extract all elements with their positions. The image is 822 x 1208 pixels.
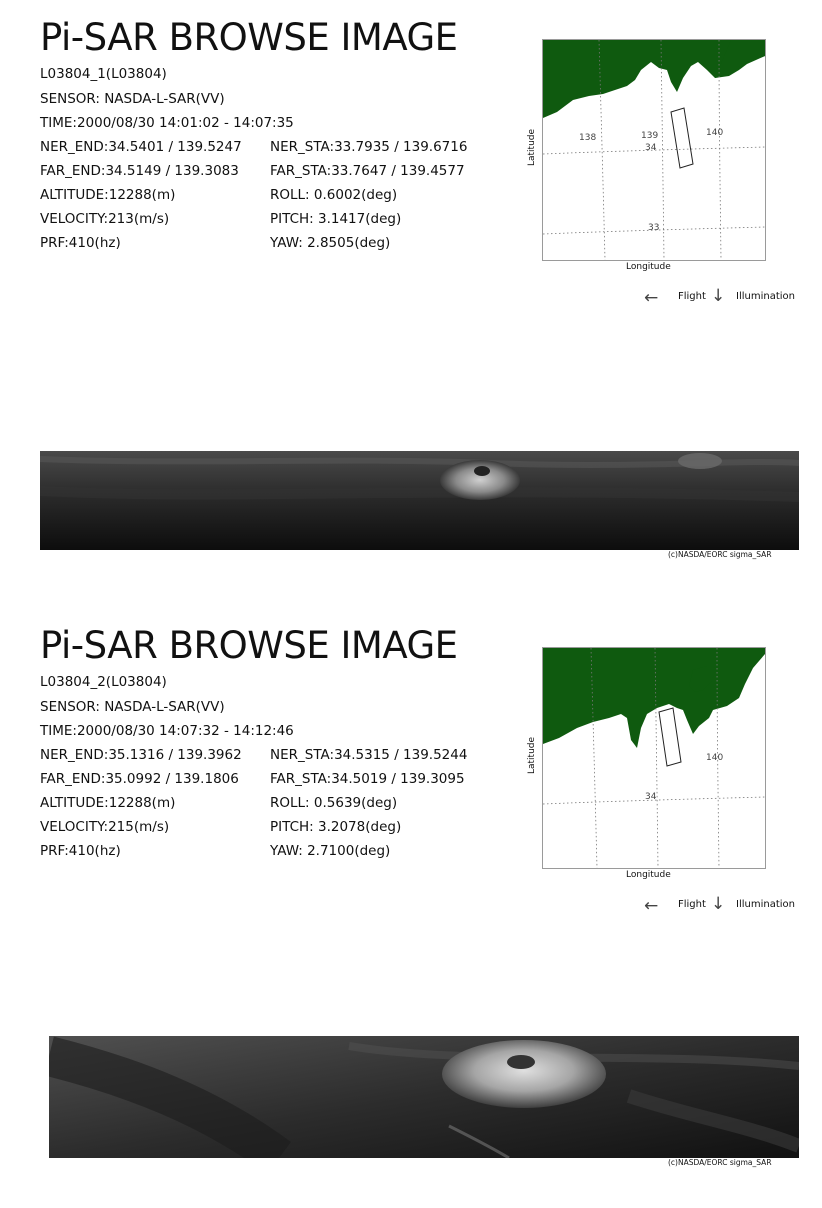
map-label-139: 139 xyxy=(641,131,659,141)
browse-section-2 xyxy=(0,608,822,1208)
sensor-info: SENSOR: NASDA-L-SAR(VV) xyxy=(40,91,225,107)
far-sta: FAR_STA:33.7647 / 139.4577 xyxy=(270,163,465,179)
illumination-arrow-icon: ↓ xyxy=(711,286,726,306)
sar-browse-image xyxy=(40,451,799,550)
ner-sta: NER_STA:34.5315 / 139.5244 xyxy=(270,747,468,763)
altitude: ALTITUDE:12288(m) xyxy=(40,187,176,203)
copyright-credit: (c)NASDA/EORC sigma_SAR xyxy=(668,550,772,559)
illumination-arrow-icon: ↓ xyxy=(711,894,726,914)
map-canvas xyxy=(543,648,765,868)
island-feature xyxy=(442,1040,606,1108)
map-label-34: 34 xyxy=(645,143,657,153)
altitude: ALTITUDE:12288(m) xyxy=(40,795,176,811)
sar-image-canvas xyxy=(49,1036,799,1158)
flight-label: Flight xyxy=(678,291,706,302)
lon-axis-label: Longitude xyxy=(626,870,671,880)
map-canvas xyxy=(543,40,765,260)
pitch: PITCH: 3.1417(deg) xyxy=(270,211,402,227)
lat-axis-label: Latitude xyxy=(527,128,537,166)
page-title: Pi-SAR BROWSE IMAGE xyxy=(40,16,458,59)
illumination-label: Illumination xyxy=(736,291,795,302)
prf: PRF:410(hz) xyxy=(40,235,121,251)
illumination-label: Illumination xyxy=(736,899,795,910)
scene-id: L03804_1(L03804) xyxy=(40,66,167,82)
location-map xyxy=(542,647,766,869)
velocity: VELOCITY:215(m/s) xyxy=(40,819,170,835)
swath-footprint xyxy=(671,108,693,168)
island-feature xyxy=(440,460,520,500)
map-label-140: 140 xyxy=(706,753,724,763)
page-title: Pi-SAR BROWSE IMAGE xyxy=(40,624,458,667)
sensor-info: SENSOR: NASDA-L-SAR(VV) xyxy=(40,699,225,715)
far-end: FAR_END:35.0992 / 139.1806 xyxy=(40,771,239,787)
far-sta: FAR_STA:34.5019 / 139.3095 xyxy=(270,771,465,787)
flight-label: Flight xyxy=(678,899,706,910)
ner-end: NER_END:34.5401 / 139.5247 xyxy=(40,139,242,155)
flight-arrow-icon: ← xyxy=(644,288,659,308)
prf: PRF:410(hz) xyxy=(40,843,121,859)
roll: ROLL: 0.5639(deg) xyxy=(270,795,398,811)
pitch: PITCH: 3.2078(deg) xyxy=(270,819,402,835)
yaw: YAW: 2.7100(deg) xyxy=(270,843,391,859)
time-range: TIME:2000/08/30 14:01:02 - 14:07:35 xyxy=(40,115,294,131)
land-mass xyxy=(543,648,765,748)
sar-image-canvas xyxy=(40,451,799,550)
copyright-credit: (c)NASDA/EORC sigma_SAR xyxy=(668,1158,772,1167)
roll: ROLL: 0.6002(deg) xyxy=(270,187,398,203)
map-label-140: 140 xyxy=(706,128,724,138)
lon-axis-label: Longitude xyxy=(626,262,671,272)
far-end: FAR_END:34.5149 / 139.3083 xyxy=(40,163,239,179)
browse-section-1 xyxy=(0,0,822,600)
map-label-33: 33 xyxy=(648,223,660,233)
map-label-34: 34 xyxy=(645,792,657,802)
swath-footprint xyxy=(659,708,681,766)
map-label-138: 138 xyxy=(579,133,597,143)
scene-id: L03804_2(L03804) xyxy=(40,674,167,690)
ner-sta: NER_STA:33.7935 / 139.6716 xyxy=(270,139,468,155)
yaw: YAW: 2.8505(deg) xyxy=(270,235,391,251)
location-map xyxy=(542,39,766,261)
lat-axis-label: Latitude xyxy=(527,736,537,774)
velocity: VELOCITY:213(m/s) xyxy=(40,211,170,227)
time-range: TIME:2000/08/30 14:07:32 - 14:12:46 xyxy=(40,723,294,739)
ner-end: NER_END:35.1316 / 139.3962 xyxy=(40,747,242,763)
flight-arrow-icon: ← xyxy=(644,896,659,916)
sar-browse-image xyxy=(49,1036,799,1158)
